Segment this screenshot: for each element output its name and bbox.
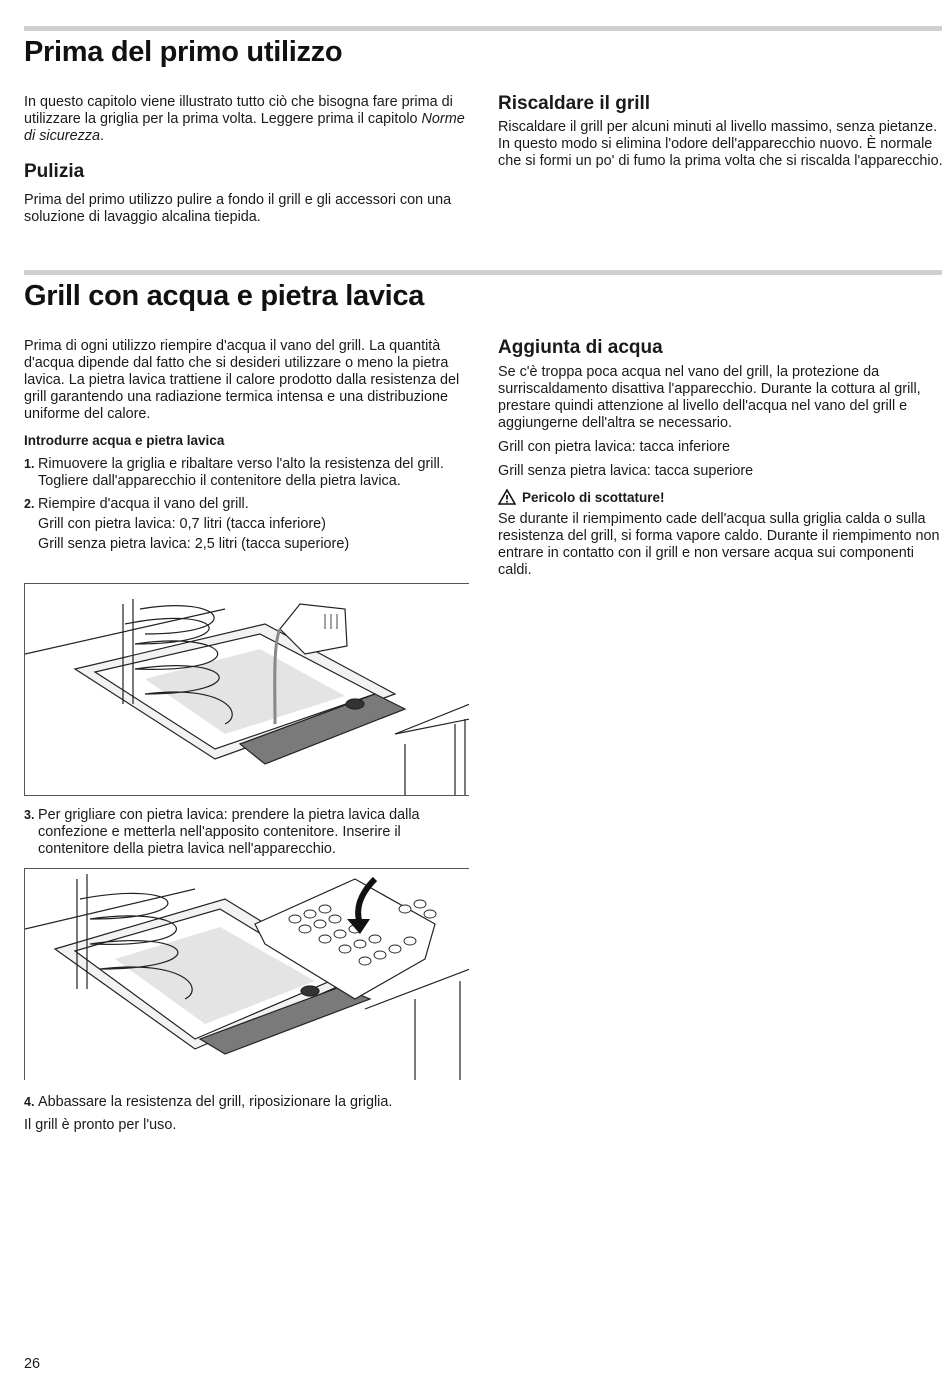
section1-intro [24,94,469,145]
section2-left-column-bottom [24,1094,469,1134]
grill-water-illustration [25,584,469,796]
riscaldare-heading: Riscaldare il grill [498,93,651,114]
intro-text-post: . [99,128,104,144]
step-text: Rimuovere la griglia e ribaltare verso l'alto la resistenza del grill. Togliere dall'apparecchio il contenitore della pietra lavica. [38,456,444,489]
section1-right-column [498,93,943,170]
steps-heading: Introdurre acqua e pietra lavica [24,433,225,448]
section2-right-column [498,337,943,579]
intro-text-pre: In questo capitolo viene illustrato tutto ciò che bisogna fare prima di utilizzare la griglia per la prima volta. Leggere prima il capitolo [24,94,453,127]
warning-heading-row [498,489,943,505]
step-text: Per grigliare con pietra lavica: prendere la pietra lavica dalla confezione e metterla nell'apposito contenitore. Inserire il contenitore della pietra lavica nell'apparecchio. [38,807,420,857]
section2-intro: Prima di ogni utilizzo riempire d'acqua il vano del grill. La quantità d'acqua dipende dal fatto che si desideri utilizzare o meno la pietra lavica. La pietra lavica trattiene il calore prodotto dalla resistenza del grill garantendo una radiazione termica intensa e una distribuzione uniforme del calore. [24,338,460,422]
section2-left-column-top [24,338,469,553]
step-text: Riempire d'acqua il vano del grill. [38,496,249,512]
warning-triangle-icon [498,489,516,505]
section-rule-1 [24,26,942,31]
section2-left-column-step3 [24,807,469,858]
ready-text: Il grill è pronto per l'uso. [24,1117,177,1133]
step-number: 1. [24,457,35,471]
section1-left-column [24,94,469,226]
step-text: Abbassare la resistenza del grill, riposizionare la griglia. [38,1094,393,1110]
step-4 [24,1094,469,1111]
step-1 [24,456,469,490]
aggiunta-line-with-lava: Grill con pietra lavica: tacca inferiore [498,439,730,455]
grill-lava-illustration [25,869,469,1080]
page-number: 26 [24,1356,41,1372]
intro-link-norme: Norme di sicurezza [24,111,465,144]
step-number: 3. [24,808,35,822]
step-2-sub-with-lava: Grill con pietra lavica: 0,7 litri (tacca inferiore) [38,516,326,532]
step-2 [24,496,469,513]
step-number: 2. [24,497,35,511]
section-title-prima-utilizzo: Prima del primo utilizzo [24,36,343,68]
step-number: 4. [24,1095,35,1109]
section-title-grill-acqua: Grill con acqua e pietra lavica [24,280,425,312]
riscaldare-text: Riscaldare il grill per alcuni minuti al livello massimo, senza pietanze. In questo modo si elimina l'odore dell'apparecchio nuovo. È normale che si formi un po' di fumo la prima volta che si riscalda l'apparecchio. [498,119,943,169]
illustration-lava-stones [24,868,469,1080]
pulizia-heading: Pulizia [24,161,85,182]
warning-text: Se durante il riempimento cade dell'acqua sulla griglia calda o sulla resistenza del grill, si forma vapore caldo. Durante il riempimento non entrare in contatto con il grill e non versare acqua sui componenti caldi. [498,511,940,578]
illustration-filling-water [24,583,469,796]
aggiunta-line-without-lava: Grill senza pietra lavica: tacca superiore [498,463,754,479]
step-2-sub-without-lava: Grill senza pietra lavica: 2,5 litri (tacca superiore) [38,536,350,552]
warning-heading: Pericolo di scottature! [522,489,665,505]
section-rule-2 [24,270,942,275]
aggiunta-heading: Aggiunta di acqua [498,337,663,358]
aggiunta-text: Se c'è troppa poca acqua nel vano del grill, la protezione da surriscaldamento disattiva l'apparecchio. Durante la cottura al grill, prestare quindi attenzione al livello dell'acqua nel vano del grill e aggiungerne dell'altra se necessario. [498,364,921,431]
pulizia-text: Prima del primo utilizzo pulire a fondo il grill e gli accessori con una soluzione di lavaggio alcalina tiepida. [24,192,452,225]
step-3 [24,807,469,858]
